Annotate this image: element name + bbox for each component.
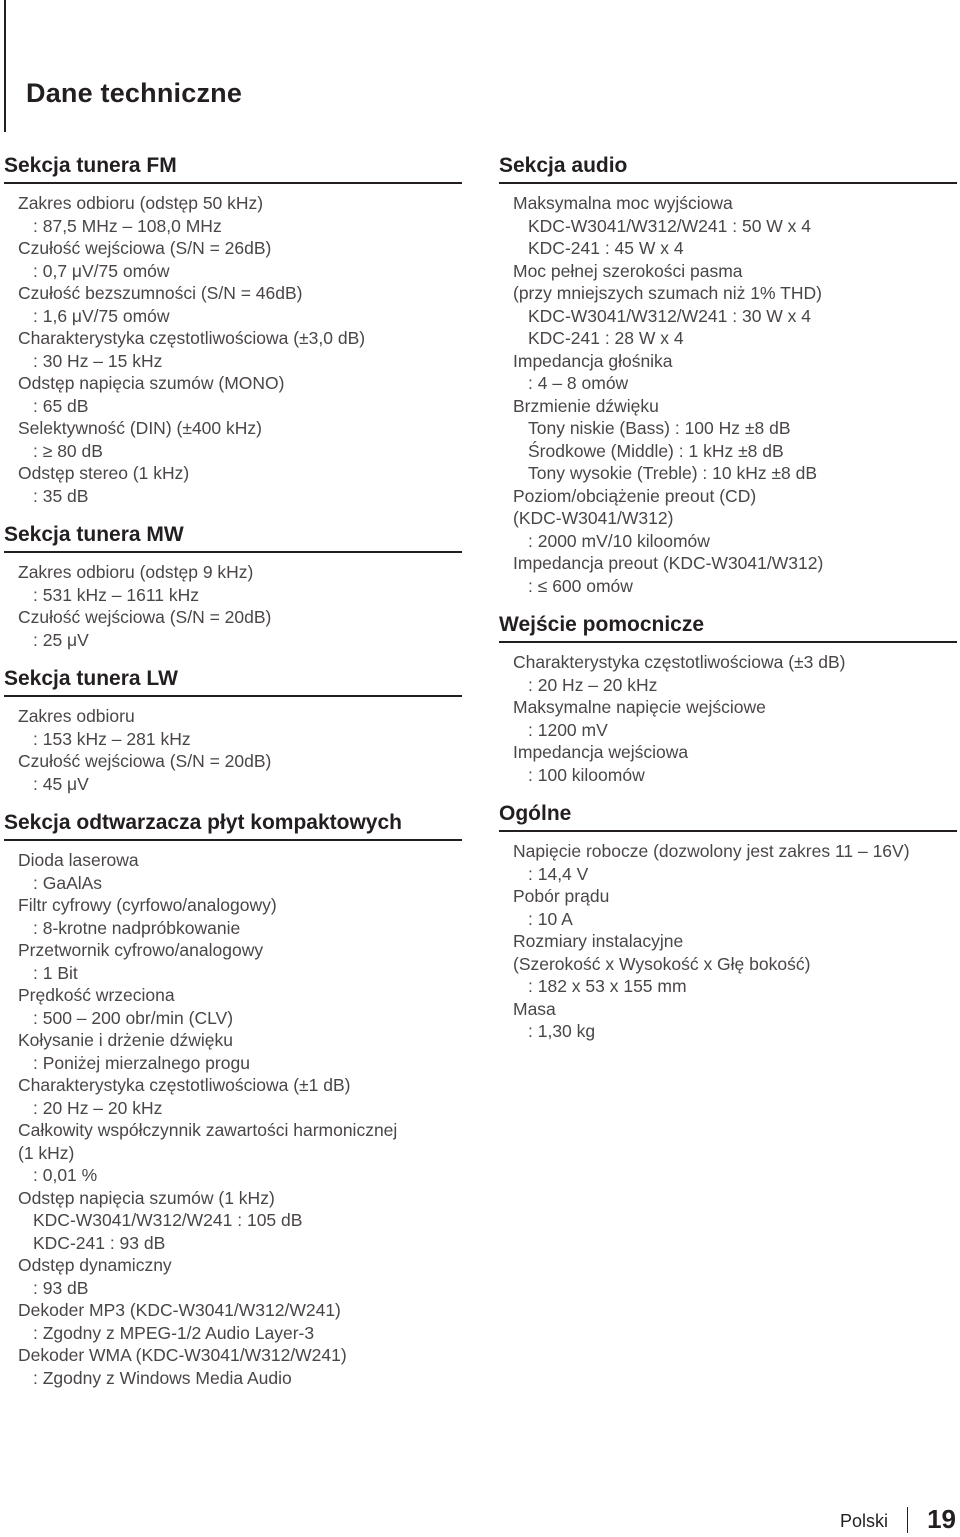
spec-value: KDC-241 : 93 dB — [33, 1232, 166, 1253]
spec-value: KDC-W3041/W312/W241 : 30 W x 4 — [528, 305, 812, 326]
spec-label: Całkowity współczynnik zawartości harmonicznej — [18, 1120, 398, 1140]
spec-label: Odstęp stereo (1 kHz) — [18, 463, 190, 483]
spec-value: Tony niskie (Bass) : 100 Hz ±8 dB — [528, 418, 791, 438]
spec-label: Charakterystyka częstotliwościowa (±3,0 dB) — [18, 328, 366, 348]
spec-label: Czułość wejściowa (S/N = 20dB) — [18, 751, 272, 771]
spec-label: Kołysanie i drżenie dźwięku — [18, 1030, 233, 1050]
spec-label: Maksymalna moc wyjściowa — [513, 193, 733, 213]
right-column — [499, 152, 957, 1057]
spec-value: : Zgodny z Windows Media Audio — [33, 1367, 292, 1388]
spec-value: : 153 kHz – 281 kHz — [33, 728, 191, 749]
spec-label: Przetwornik cyfrowo/analogowy — [18, 940, 264, 960]
spec-value: : 500 – 200 obr/min (CLV) — [33, 1007, 234, 1028]
spec-value: : 87,5 MHz – 108,0 MHz — [33, 215, 222, 236]
spec-value: : 45 μV — [33, 773, 89, 794]
spec-value: KDC-241 : 45 W x 4 — [528, 238, 684, 258]
spec-value: : 531 kHz – 1611 kHz — [33, 584, 200, 605]
spec-label: Odstęp napięcia szumów (MONO) — [18, 373, 285, 393]
spec-value: : 35 dB — [33, 485, 89, 506]
spec-value: : 8-krotne nadpróbkowanie — [33, 917, 241, 938]
spec-label: Filtr cyfrowy (cyrfowo/analogowy) — [18, 895, 277, 915]
page-footer — [760, 1503, 960, 1537]
section-title: Ogólne — [499, 800, 957, 832]
spec-value: : 25 μV — [33, 629, 89, 650]
spec-section — [499, 152, 957, 597]
spec-label: Rozmiary instalacyjne — [513, 931, 684, 951]
spec-label: Charakterystyka częstotliwościowa (±3 dB) — [513, 652, 846, 672]
spec-section — [4, 665, 462, 795]
section-title: Sekcja tunera MW — [4, 521, 462, 553]
spec-label: Zakres odbioru (odstęp 9 kHz) — [18, 562, 254, 582]
spec-value: : 65 dB — [33, 395, 89, 416]
spec-value: Środkowe (Middle) : 1 kHz ±8 dB — [528, 440, 784, 461]
spec-label: Czułość wejściowa (S/N = 26dB) — [18, 238, 272, 258]
spec-label: Pobór prądu — [513, 886, 610, 906]
spec-value: : 1 Bit — [33, 962, 78, 983]
section-title: Sekcja tunera FM — [4, 152, 462, 184]
spec-label: Poziom/obciążenie preout (CD) — [513, 485, 757, 506]
section-title: Sekcja audio — [499, 152, 957, 184]
spec-value: : 93 dB — [33, 1277, 89, 1298]
spec-value: Tony wysokie (Treble) : 10 kHz ±8 dB — [528, 463, 818, 483]
spec-value: : 1,6 μV/75 omów — [33, 305, 170, 326]
spec-label: Masa — [513, 998, 556, 1019]
spec-section — [499, 611, 957, 786]
spec-section — [4, 809, 462, 1389]
spec-label: (1 kHz) — [18, 1142, 75, 1163]
spec-value: KDC-W3041/W312/W241 : 50 W x 4 — [528, 215, 812, 236]
spec-value: : GaAlAs — [33, 872, 103, 893]
spec-label: (Szerokość x Wysokość x Głę bokość) — [513, 953, 811, 974]
spec-section — [4, 152, 462, 507]
page-number: 19 — [927, 1504, 956, 1534]
spec-label: Czułość bezszumności (S/N = 46dB) — [18, 283, 303, 303]
footer-language: Polski — [839, 1511, 888, 1531]
spec-value: : ≥ 80 dB — [33, 440, 103, 461]
footer-divider — [907, 1507, 909, 1533]
spec-value: : 10 A — [528, 908, 573, 929]
spec-label: Impedancja głośnika — [513, 350, 673, 371]
spec-label: (przy mniejszych szumach niż 1% THD) — [513, 283, 822, 303]
spec-label: Moc pełnej szerokości pasma — [513, 260, 743, 281]
section-title: Sekcja tunera LW — [4, 665, 462, 697]
spec-value: : 0,01 % — [33, 1165, 98, 1185]
spec-value: : 20 Hz – 20 kHz — [33, 1097, 163, 1118]
spec-label: Czułość wejściowa (S/N = 20dB) — [18, 607, 272, 627]
spec-value: : 1,30 kg — [528, 1021, 596, 1041]
spec-value: : ≤ 600 omów — [528, 575, 633, 596]
spec-label: Prędkość wrzeciona — [18, 985, 175, 1005]
spec-value: : Poniżej mierzalnego progu — [33, 1052, 250, 1073]
spec-value: : 30 Hz – 15 kHz — [33, 350, 163, 371]
spec-label: (KDC-W3041/W312) — [513, 508, 674, 528]
spec-value: : 182 x 53 x 155 mm — [528, 976, 687, 996]
spec-value: KDC-241 : 28 W x 4 — [528, 328, 684, 348]
page-title: Dane techniczne — [26, 78, 243, 108]
spec-label: Odstęp dynamiczny — [18, 1255, 172, 1275]
spec-value: : 1200 mV — [528, 719, 608, 740]
spec-value: KDC-W3041/W312/W241 : 105 dB — [33, 1210, 303, 1230]
section-title: Sekcja odtwarzacza płyt kompaktowych — [4, 809, 462, 841]
spec-label: Zakres odbioru — [18, 706, 135, 726]
spec-label: Brzmienie dźwięku — [513, 395, 659, 416]
spec-label: Napięcie robocze (dozwolony jest zakres 11 – 16V) — [513, 841, 910, 861]
spec-value: : Zgodny z MPEG-1/2 Audio Layer-3 — [33, 1322, 315, 1343]
spec-value: : 2000 mV/10 kiloomów — [528, 530, 710, 551]
spec-value: : 20 Hz – 20 kHz — [528, 674, 658, 695]
spec-label: Dioda laserowa — [18, 850, 139, 870]
spec-value: : 4 – 8 omów — [528, 373, 629, 393]
spec-label: Selektywność (DIN) (±400 kHz) — [18, 418, 262, 438]
left-column — [4, 152, 462, 1403]
spec-label: Odstęp napięcia szumów (1 kHz) — [18, 1187, 275, 1208]
spec-label: Dekoder MP3 (KDC-W3041/W312/W241) — [18, 1300, 341, 1320]
spec-section — [4, 521, 462, 651]
edge-rule — [4, 0, 6, 132]
spec-value: : 0,7 μV/75 omów — [33, 260, 170, 281]
section-title: Wejście pomocnicze — [499, 611, 957, 643]
spec-value: : 100 kiloomów — [528, 764, 645, 785]
spec-label: Charakterystyka częstotliwościowa (±1 dB) — [18, 1075, 351, 1095]
spec-label: Maksymalne napięcie wejściowe — [513, 697, 766, 717]
spec-label: Dekoder WMA (KDC-W3041/W312/W241) — [18, 1345, 347, 1365]
spec-label: Zakres odbioru (odstęp 50 kHz) — [18, 193, 264, 213]
spec-section — [499, 800, 957, 1043]
spec-label: Impedancja wejściowa — [513, 742, 689, 762]
spec-label: Impedancja preout (KDC-W3041/W312) — [513, 553, 824, 573]
spec-value: : 14,4 V — [528, 863, 589, 884]
